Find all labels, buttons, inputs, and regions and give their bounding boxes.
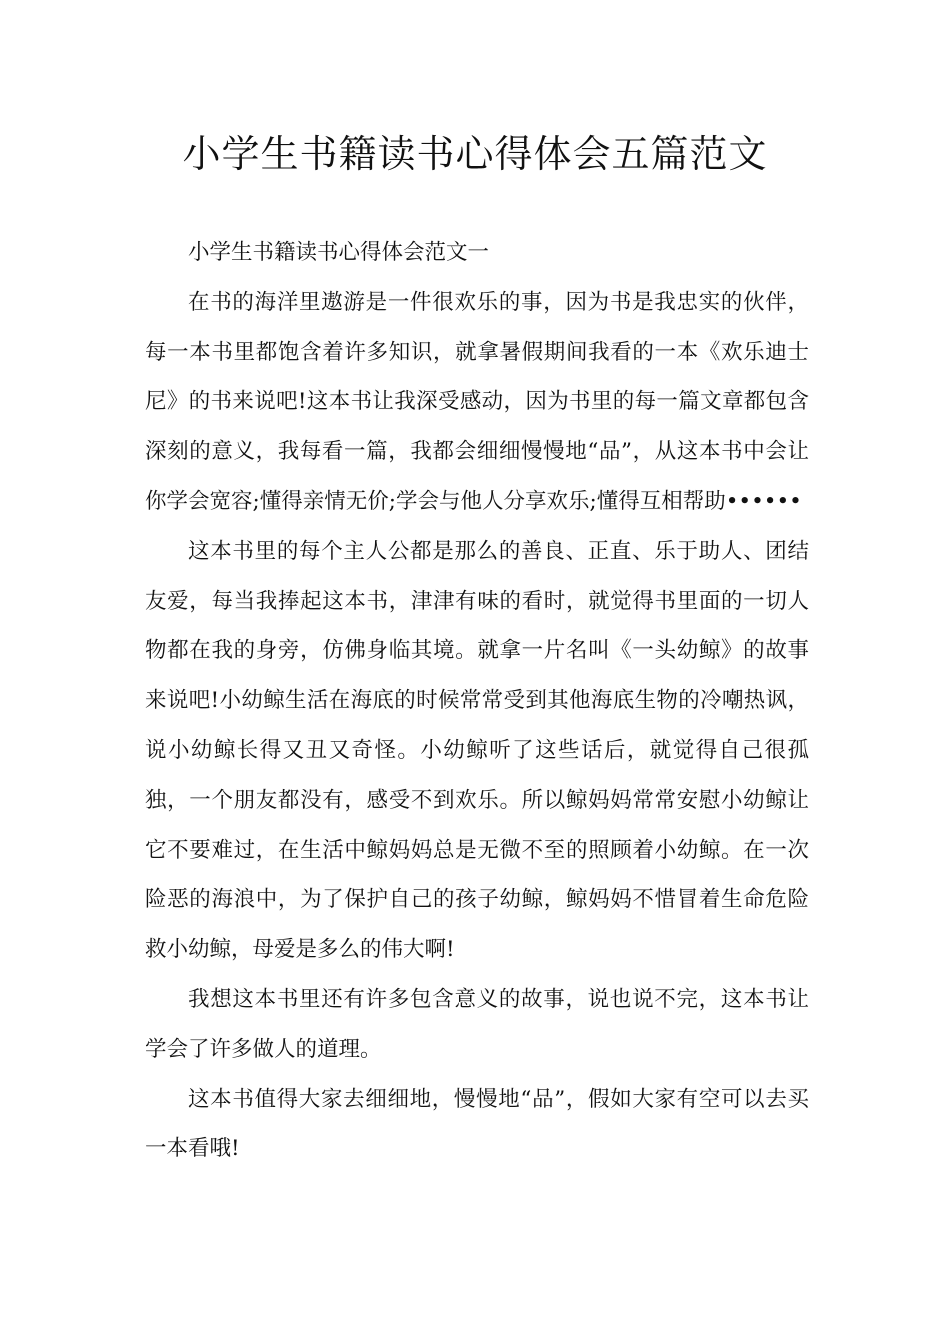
paragraph: 这本书值得大家去细细地，慢慢地“品”，假如大家有空可以去买一本看哦! bbox=[145, 1086, 809, 1162]
document-body bbox=[145, 228, 809, 1174]
document-title: 小学生书籍读书心得体会五篇范文 bbox=[182, 132, 768, 176]
section-heading: 小学生书籍读书心得体会范文一 bbox=[188, 240, 490, 265]
paragraph: 我想这本书里还有许多包含意义的故事，说也说不完，这本书让学会了许多做人的道理。 bbox=[145, 986, 809, 1062]
paragraph: 在书的海洋里遨游是一件很欢乐的事，因为书是我忠实的伙伴，每一本书里都饱含着许多知识，就拿暑假期间我看的一本《欢乐迪士尼》的书来说吧!这本书让我深受感动，因为书里的每一篇文章都包含深刻的意义，我每看一篇，我都会细细慢慢地“品”，从这本书中会让你学会宽容;懂得亲情无价;学会与他人分享欢乐;懂得互相帮助•••••• bbox=[145, 289, 809, 514]
paragraph: 这本书里的每个主人公都是那么的善良、正直、乐于助人、团结友爱，每当我捧起这本书，津津有味的看时，就觉得书里面的一切人物都在我的身旁，仿佛身临其境。就拿一片名叫《一头幼鲸》的故事来说吧!小幼鲸生活在海底的时候常常受到其他海底生物的冷嘲热讽，说小幼鲸长得又丑又奇怪。小幼鲸听了这些话后，就觉得自己很孤独，一个朋友都没有，感受不到欢乐。所以鲸妈妈常常安慰小幼鲸让它不要难过，在生活中鲸妈妈总是无微不至的照顾着小幼鲸。在一次险恶的海浪中，为了保护自己的孩子幼鲸，鲸妈妈不惜冒着生命危险救小幼鲸，母爱是多么的伟大啊! bbox=[145, 538, 809, 963]
